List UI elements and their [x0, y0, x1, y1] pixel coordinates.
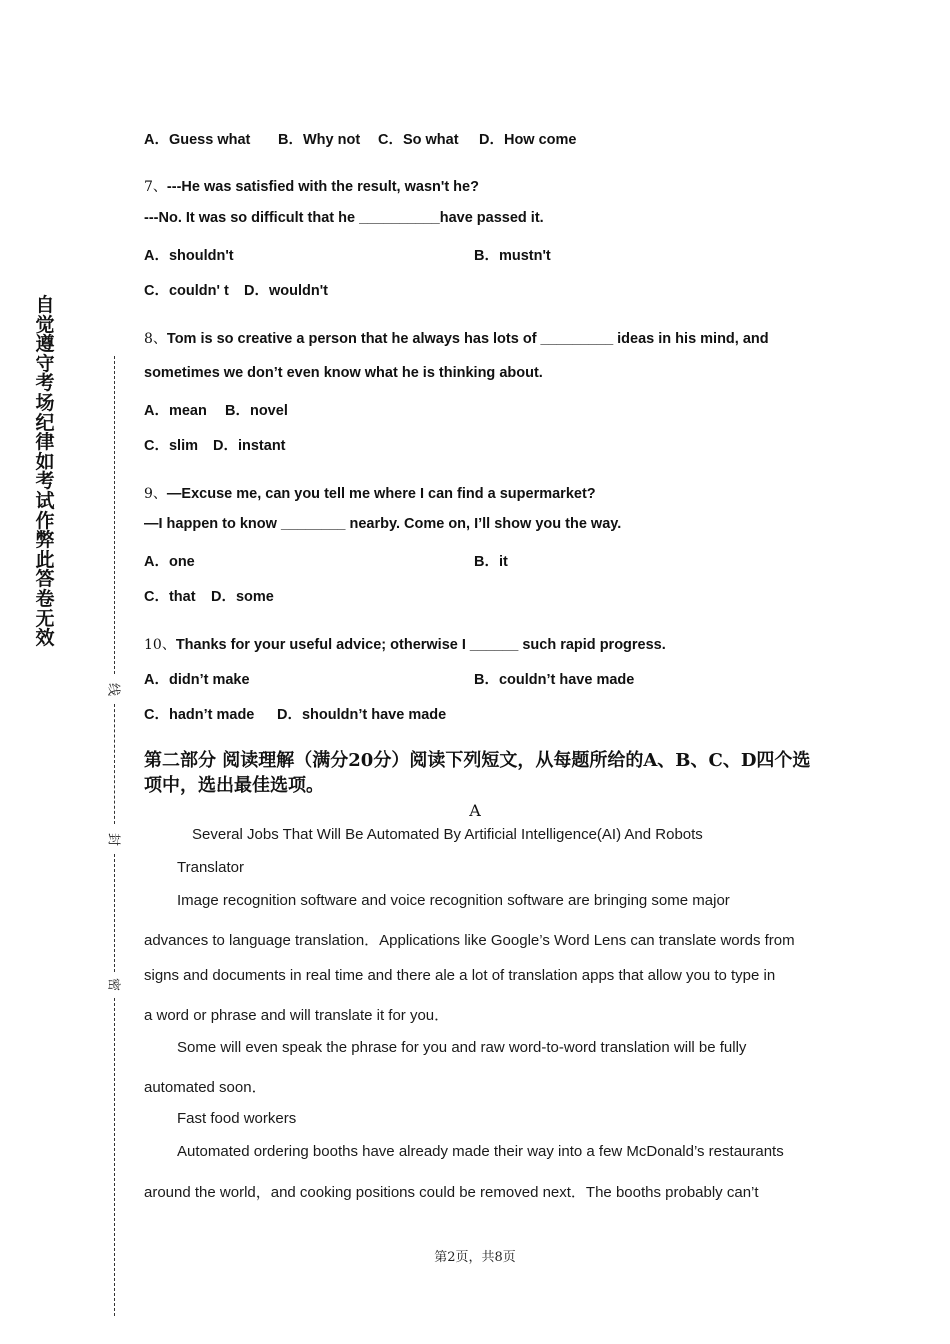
binding-mark-line: 线	[105, 682, 121, 696]
binding-dashed-line	[114, 998, 115, 1316]
side-note-char: 无	[35, 607, 55, 630]
side-note-char: 卷	[35, 587, 55, 610]
q10-option-b[interactable]: B．couldn’t have made	[474, 672, 635, 688]
q9-line1: —Excuse me, can you tell me where I can find a supermarket?	[166, 486, 596, 502]
passage-subheading-fast-food: Fast food workers	[177, 1110, 297, 1127]
q8-stem	[144, 328, 769, 348]
q7-stem	[144, 176, 479, 196]
q6-option-b[interactable]: B．Why not	[278, 132, 361, 148]
side-note-char: 答	[35, 568, 55, 591]
q8-number: 8、	[144, 331, 167, 347]
passage-title: Several Jobs That Will Be Automated By Artificial Intelligence(AI) And Robots	[192, 826, 703, 843]
q7-option-b[interactable]: B．mustn't	[474, 248, 551, 264]
binding-dashed-line	[114, 854, 115, 972]
q6-option-c[interactable]: C．So what	[378, 132, 459, 148]
q9-stem	[144, 483, 596, 503]
side-note-char: 场	[35, 391, 55, 414]
side-note-char: 考	[35, 470, 55, 493]
q10-options-cd	[144, 703, 446, 724]
passage-line: Some will even speak the phrase for you and raw word-to-word translation will be fully	[177, 1039, 747, 1056]
q7-line2: ---No. It was so difficult that he __________have passed it.	[144, 210, 544, 226]
q8-option-a[interactable]: A．mean	[144, 403, 207, 419]
side-note-char: 遵	[35, 333, 55, 356]
q9-number: 9、	[144, 486, 167, 502]
q7-option-a[interactable]: A．shouldn't	[144, 248, 234, 264]
side-note-char: 律	[35, 431, 55, 454]
q10-option-d[interactable]: D．shouldn’t have made	[277, 707, 447, 723]
q7-options-cd	[144, 279, 328, 300]
q9-option-d[interactable]: D．some	[211, 589, 274, 605]
side-note-char: 纪	[35, 411, 55, 434]
q6-option-d[interactable]: D．How come	[479, 132, 577, 148]
q7-option-c[interactable]: C．couldn' t	[144, 283, 229, 299]
q10-number: 10、	[144, 637, 176, 653]
side-note-char: 守	[35, 352, 55, 375]
passage-line: Automated ordering booths have already made their way into a few McDonald’s restaurants	[177, 1143, 784, 1160]
side-note-char: 自	[35, 294, 55, 316]
q9-option-c[interactable]: C．that	[144, 589, 196, 605]
passage-line: signs and documents in real time and there ale a lot of translation apps that allow you to type in	[144, 967, 776, 984]
q6-option-a[interactable]: A．Guess what	[144, 132, 251, 148]
passage-line: automated soon．	[144, 1079, 267, 1096]
q8-options-ab	[144, 399, 288, 420]
side-note-char: 觉	[35, 313, 55, 336]
q10-stem	[144, 634, 666, 654]
q8-option-d[interactable]: D．instant	[213, 438, 286, 454]
q7-number: 7、	[144, 179, 167, 195]
q9-line2: —I happen to know ________ nearby. Come on, I’ll show you the way.	[144, 516, 622, 532]
passage-letter: A	[469, 801, 481, 820]
q9-option-b[interactable]: B．it	[474, 554, 508, 570]
side-note-char: 作	[35, 509, 55, 532]
binding-dashed-line	[114, 356, 115, 674]
q8-option-c[interactable]: C．slim	[144, 438, 198, 454]
q7-option-d[interactable]: D．wouldn't	[244, 283, 328, 299]
passage-line: Image recognition software and voice recognition software are bringing some major	[177, 892, 730, 909]
q10-line1: Thanks for your useful advice; otherwise I ______ such rapid progress.	[175, 637, 666, 653]
binding-mark-seal: 封	[105, 832, 121, 846]
page-number: 第2页，共8页	[434, 1250, 516, 1265]
q10-option-a[interactable]: A．didn’t make	[144, 672, 250, 688]
passage-subheading-translator: Translator	[177, 859, 244, 876]
binding-mark-secret: 密	[105, 977, 121, 991]
q9-option-a[interactable]: A．one	[144, 554, 195, 570]
passage-line: advances to language translation．Applications like Google’s Word Lens can translate words from	[144, 932, 795, 949]
side-note-char: 考	[35, 372, 55, 395]
side-note-char: 此	[35, 548, 55, 571]
q6-options	[144, 128, 577, 149]
side-note-char: 弊	[35, 529, 55, 552]
section-two-heading: 第二部分 阅读理解（满分20分）阅读下列短文，从每题所给的A、B、C、D四个选项中，选出最佳选项。	[144, 750, 811, 796]
passage-line: a word or phrase and will translate it for you．	[144, 1007, 450, 1024]
passage-line: around the world，and cooking positions could be removed next．The booths probably can’t	[144, 1184, 759, 1201]
q8-option-b[interactable]: B．novel	[225, 403, 288, 419]
side-note-char: 试	[35, 489, 55, 512]
exam-rule-vertical-text	[34, 296, 56, 649]
q8-options-cd	[144, 434, 286, 455]
q10-option-c[interactable]: C．hadn’t made	[144, 707, 255, 723]
q8-line2: sometimes we don’t even know what he is thinking about.	[144, 365, 543, 381]
side-note-char: 效	[35, 627, 55, 650]
q7-line1: ---He was satisfied with the result, wasn't he?	[166, 179, 479, 195]
q8-line1: Tom is so creative a person that he always has lots of _________ ideas in his mind, and	[166, 331, 769, 347]
side-note-char: 如	[35, 450, 55, 473]
q9-options-cd	[144, 585, 274, 606]
